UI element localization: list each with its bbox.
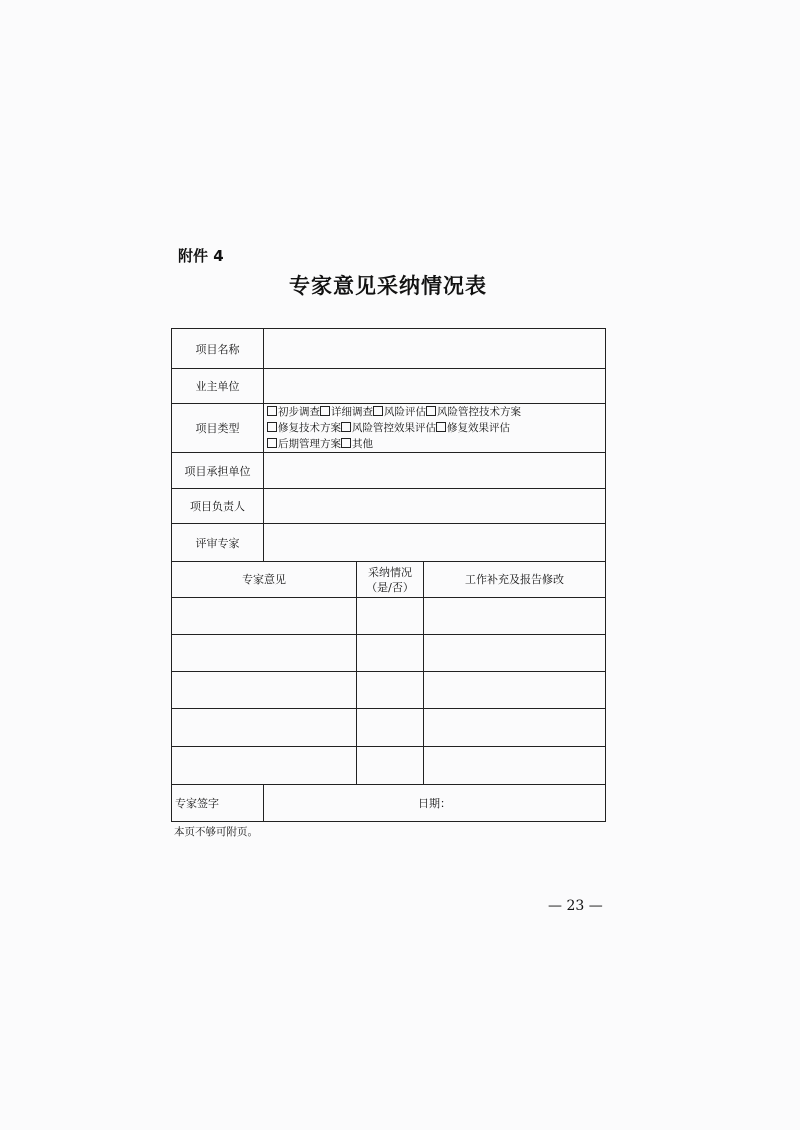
row-signature [172,785,606,822]
checkbox-icon [267,438,277,448]
adopt-header: 采纳情况 （是/否） [357,562,424,598]
row-project-type [172,404,606,453]
signature-label: 专家签字 [172,785,264,822]
checkbox-icon [436,422,446,432]
form-title: 专家意见采纳情况表 [289,274,487,298]
expert-opinion-table [171,328,606,822]
row-contractor [172,453,606,489]
leader-label: 项目负责人 [172,489,264,524]
row-leader [172,489,606,524]
row-project-name [172,329,606,369]
reviewer-label: 评审专家 [172,524,264,562]
opinion-row [172,747,606,785]
type-option: 后期管理方案 [267,438,341,450]
contractor-value [264,453,606,489]
project-name-value [264,329,606,369]
checkbox-icon [426,406,436,416]
checkbox-icon [341,438,351,448]
revision-header: 工作补充及报告修改 [424,562,606,598]
checkbox-icon [267,406,277,416]
opinion-row [172,709,606,747]
opinion-header: 专家意见 [172,562,357,598]
type-option: 风险管控技术方案 [426,406,521,418]
checkbox-icon [267,422,277,432]
footnote: 本页不够可附页。 [174,826,258,838]
type-option: 风险评估 [373,406,426,418]
leader-value [264,489,606,524]
checkbox-icon [373,406,383,416]
date-field: 日期： [264,785,606,822]
type-option: 风险管控效果评估 [341,422,436,434]
type-option: 修复效果评估 [436,422,510,434]
project-type-options [264,404,606,453]
page-number: — 23 — [548,898,603,914]
type-option: 初步调查 [267,406,320,418]
project-name-label: 项目名称 [172,329,264,369]
type-option: 详细调查 [320,406,373,418]
project-type-label: 项目类型 [172,404,264,453]
contractor-label: 项目承担单位 [172,453,264,489]
attachment-label: 附件 4 [178,247,224,265]
reviewer-value [264,524,606,562]
type-option: 修复技术方案 [267,422,341,434]
checkbox-icon [341,422,351,432]
row-opinion-header [172,562,606,598]
owner-label: 业主单位 [172,369,264,404]
opinion-row [172,635,606,672]
owner-value [264,369,606,404]
opinion-row [172,598,606,635]
row-reviewer [172,524,606,562]
row-owner [172,369,606,404]
opinion-row [172,672,606,709]
checkbox-icon [320,406,330,416]
type-option: 其他 [341,438,373,450]
